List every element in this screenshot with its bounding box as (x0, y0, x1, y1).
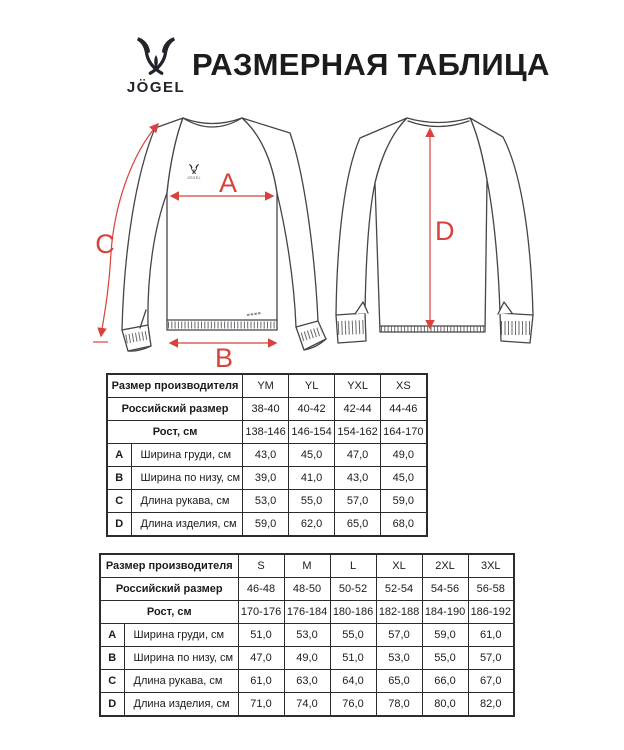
measure-value-cell: 59,0 (243, 513, 289, 537)
measure-row (100, 693, 514, 717)
header-label-cell: Российский размер (100, 578, 238, 601)
size-value-cell: 184-190 (422, 601, 468, 624)
size-value-cell: 176-184 (284, 601, 330, 624)
measure-value-cell: 59,0 (381, 490, 427, 513)
size-value-cell: YL (289, 374, 335, 398)
measure-value-cell: 67,0 (468, 670, 514, 693)
measure-value-cell: 53,0 (243, 490, 289, 513)
measure-value-cell: 51,0 (330, 647, 376, 670)
measure-value-cell: 47,0 (335, 444, 381, 467)
table-header-row (100, 601, 514, 624)
front-shirt-outline (122, 118, 326, 351)
size-value-cell: 54-56 (422, 578, 468, 601)
measure-label-length: D (435, 216, 455, 246)
measure-row (107, 513, 427, 537)
measure-name-cell: Длина рукава, см (131, 490, 243, 513)
size-value-cell: S (238, 554, 284, 578)
measure-value-cell: 51,0 (238, 624, 284, 647)
size-value-cell: 3XL (468, 554, 514, 578)
size-value-cell: YM (243, 374, 289, 398)
measure-value-cell: 49,0 (381, 444, 427, 467)
measure-row (100, 647, 514, 670)
measure-value-cell: 74,0 (284, 693, 330, 717)
measure-value-cell: 59,0 (422, 624, 468, 647)
measure-name-cell: Длина изделия, см (124, 693, 238, 717)
measure-letter-cell: D (107, 513, 131, 537)
shirt-back-diagram (330, 108, 560, 358)
measure-value-cell: 57,0 (468, 647, 514, 670)
measure-name-cell: Ширина по низу, см (124, 647, 238, 670)
measure-row (107, 490, 427, 513)
measure-value-cell: 63,0 (284, 670, 330, 693)
measure-value-cell: 66,0 (422, 670, 468, 693)
measure-value-cell: 39,0 (243, 467, 289, 490)
measure-value-cell: 80,0 (422, 693, 468, 717)
brand-logo (112, 36, 200, 96)
measure-value-cell: 62,0 (289, 513, 335, 537)
measure-name-cell: Ширина груди, см (124, 624, 238, 647)
measure-value-cell: 47,0 (238, 647, 284, 670)
header-label-cell: Российский размер (107, 398, 243, 421)
measure-value-cell: 43,0 (243, 444, 289, 467)
size-value-cell: 44-46 (381, 398, 427, 421)
measure-value-cell: 49,0 (284, 647, 330, 670)
measure-letter-cell: C (107, 490, 131, 513)
shirt-front-diagram (88, 108, 328, 370)
size-value-cell: XL (376, 554, 422, 578)
measure-value-cell: 45,0 (381, 467, 427, 490)
size-value-cell: 48-50 (284, 578, 330, 601)
size-value-cell: 46-48 (238, 578, 284, 601)
measure-value-cell: 61,0 (238, 670, 284, 693)
measure-value-cell: 61,0 (468, 624, 514, 647)
brand-name: JÖGEL (126, 79, 186, 96)
measure-row (100, 670, 514, 693)
measure-name-cell: Длина рукава, см (124, 670, 238, 693)
header-label-cell: Рост, см (107, 421, 243, 444)
measure-value-cell: 43,0 (335, 467, 381, 490)
size-value-cell: 52-54 (376, 578, 422, 601)
measure-value-cell: 65,0 (376, 670, 422, 693)
measure-name-cell: Ширина по низу, см (131, 467, 243, 490)
measure-letter-cell: B (107, 467, 131, 490)
size-value-cell: L (330, 554, 376, 578)
measure-letter-cell: C (100, 670, 124, 693)
size-table-youth (106, 373, 428, 537)
measure-value-cell: 55,0 (330, 624, 376, 647)
size-value-cell: 50-52 (330, 578, 376, 601)
measure-value-cell: 53,0 (284, 624, 330, 647)
table-header-row (100, 554, 514, 578)
size-value-cell: 38-40 (243, 398, 289, 421)
size-value-cell: 186-192 (468, 601, 514, 624)
measure-name-cell: Длина изделия, см (131, 513, 243, 537)
table-header-row (107, 398, 427, 421)
measure-name-cell: Ширина груди, см (131, 444, 243, 467)
size-value-cell: 182-188 (376, 601, 422, 624)
measure-value-cell: 53,0 (376, 647, 422, 670)
measure-value-cell: 55,0 (289, 490, 335, 513)
measure-label-sleeve: C (95, 229, 115, 259)
measure-row (100, 624, 514, 647)
size-value-cell: 164-170 (381, 421, 427, 444)
size-value-cell: 40-42 (289, 398, 335, 421)
size-value-cell: 146-154 (289, 421, 335, 444)
measure-label-chest: A (218, 168, 238, 198)
size-value-cell: 170-176 (238, 601, 284, 624)
measure-value-cell: 45,0 (289, 444, 335, 467)
size-value-cell: 2XL (422, 554, 468, 578)
size-table-adult (99, 553, 515, 717)
measure-row (107, 444, 427, 467)
size-value-cell: 138-146 (243, 421, 289, 444)
measure-label-bottom: B (214, 343, 234, 370)
size-value-cell: YXL (335, 374, 381, 398)
size-value-cell: 180-186 (330, 601, 376, 624)
measure-value-cell: 78,0 (376, 693, 422, 717)
measure-value-cell: 41,0 (289, 467, 335, 490)
table-header-row (107, 374, 427, 398)
size-value-cell: 42-44 (335, 398, 381, 421)
measure-value-cell: 57,0 (376, 624, 422, 647)
measure-row (107, 467, 427, 490)
measure-value-cell: 55,0 (422, 647, 468, 670)
size-value-cell: XS (381, 374, 427, 398)
measure-value-cell: 71,0 (238, 693, 284, 717)
jogel-logo-icon (133, 36, 179, 76)
size-value-cell: 56-58 (468, 578, 514, 601)
size-value-cell: M (284, 554, 330, 578)
header-label-cell: Рост, см (100, 601, 238, 624)
table-header-row (100, 578, 514, 601)
measure-value-cell: 68,0 (381, 513, 427, 537)
measure-value-cell: 65,0 (335, 513, 381, 537)
measure-value-cell: 82,0 (468, 693, 514, 717)
table-header-row (107, 421, 427, 444)
page-title: РАЗМЕРНАЯ ТАБЛИЦА (192, 47, 550, 82)
measure-value-cell: 76,0 (330, 693, 376, 717)
header-label-cell: Размер производителя (100, 554, 238, 578)
measure-value-cell: 64,0 (330, 670, 376, 693)
measure-value-cell: 57,0 (335, 490, 381, 513)
measure-letter-cell: B (100, 647, 124, 670)
chest-brand-text: JÖGEL (186, 176, 202, 180)
measure-letter-cell: D (100, 693, 124, 717)
measure-letter-cell: A (107, 444, 131, 467)
size-value-cell: 154-162 (335, 421, 381, 444)
header-label-cell: Размер производителя (107, 374, 243, 398)
measure-letter-cell: A (100, 624, 124, 647)
